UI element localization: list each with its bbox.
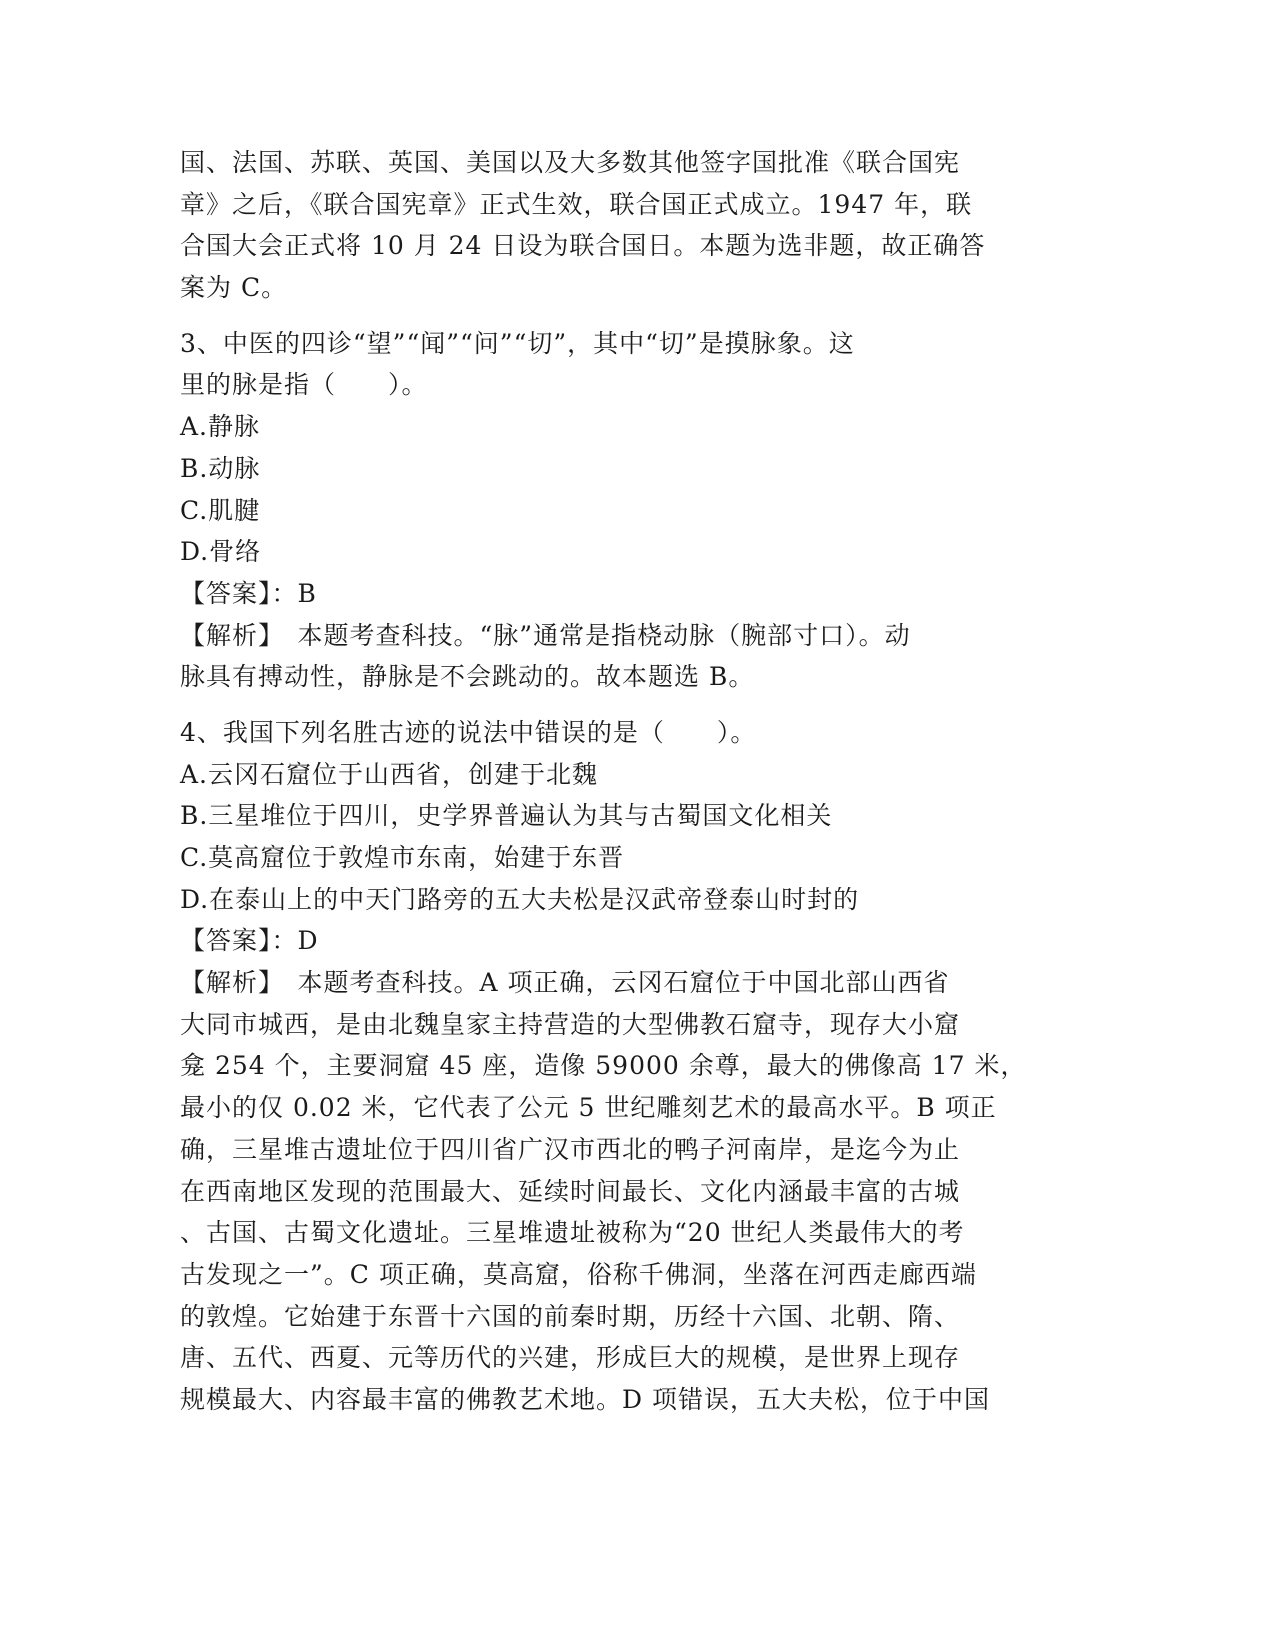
question-stem: 4、我国下列名胜古迹的说法中错误的是（ ）。 <box>180 717 757 747</box>
analysis-line: 大同市城西，是由北魏皇家主持营造的大型佛教石窟寺，现存大小窟 <box>180 1009 961 1039</box>
answer-line: 【答案】：D <box>180 926 319 956</box>
paragraph-gap <box>180 698 1040 712</box>
option-c: C.肌腱 <box>180 495 261 525</box>
question-4 <box>180 712 1040 1421</box>
answer-line: 【答案】：B <box>180 578 317 608</box>
option-b: B.三星堆位于四川，史学界普遍认为其与古蜀国文化相关 <box>180 801 833 831</box>
option-a: A.云冈石窟位于山西省，创建于北魏 <box>180 759 599 789</box>
intro-paragraph <box>180 142 1040 309</box>
analysis-line: 脉具有搏动性，静脉是不会跳动的。故本题选 B。 <box>180 662 755 692</box>
text-line: 案为 C。 <box>180 273 288 303</box>
analysis-line: 在西南地区发现的范围最大、延续时间最长、文化内涵最丰富的古城 <box>180 1176 961 1206</box>
analysis-line: 唐、五代、西夏、元等历代的兴建，形成巨大的规模，是世界上现存 <box>180 1343 961 1373</box>
text-line: 国、法国、苏联、英国、美国以及大多数其他签字国批准《联合国宪 <box>180 148 961 177</box>
analysis-line: 古发现之一”。C 项正确，莫高窟，俗称千佛洞，坐落在河西走廊西端 <box>180 1259 977 1289</box>
option-a: A.静脉 <box>180 412 261 442</box>
analysis-line: 的敦煌。它始建于东晋十六国的前秦时期，历经十六国、北朝、隋、 <box>180 1301 961 1331</box>
paragraph-gap <box>180 309 1040 323</box>
text-line: 合国大会正式将 10 月 24 日设为联合国日。本题为选非题，故正确答 <box>180 231 986 261</box>
text-line: 章》之后，《联合国宪章》正式生效，联合国正式成立。1947 年，联 <box>180 189 973 219</box>
analysis-line: 、古国、古蜀文化遗址。三星堆遗址被称为“20 世纪人类最伟大的考 <box>180 1218 965 1248</box>
analysis-line: 最小的仅 0.02 米，它代表了公元 5 世纪雕刻艺术的最高水平。B 项正 <box>180 1093 997 1123</box>
analysis-line: 确，三星堆古遗址位于四川省广汉市西北的鸭子河南岸，是迄今为止 <box>180 1134 961 1164</box>
question-3 <box>180 323 1040 698</box>
question-stem: 里的脉是指（ ）。 <box>180 370 428 400</box>
option-c: C.莫高窟位于敦煌市东南，始建于东晋 <box>180 843 625 872</box>
analysis-line: 龛 254 个，主要洞窟 45 座，造像 59000 余尊，最大的佛像高 17 米， <box>180 1051 1027 1081</box>
question-stem: 3、中医的四诊“望”“闻”“问”“切”，其中“切”是摸脉象。这 <box>180 328 855 358</box>
document-page <box>180 142 1040 1421</box>
option-d: D.骨络 <box>180 537 262 567</box>
analysis-line: 规模最大、内容最丰富的佛教艺术地。D 项错误，五大夫松，位于中国 <box>180 1384 990 1414</box>
option-d: D.在泰山上的中天门路旁的五大夫松是汉武帝登泰山时封的 <box>180 884 860 914</box>
analysis-line: 【解析】 本题考查科技。“脉”通常是指桡动脉（腕部寸口）。动 <box>180 620 911 650</box>
option-b: B.动脉 <box>180 453 261 483</box>
analysis-line: 【解析】 本题考查科技。A 项正确，云冈石窟位于中国北部山西省 <box>180 968 950 998</box>
